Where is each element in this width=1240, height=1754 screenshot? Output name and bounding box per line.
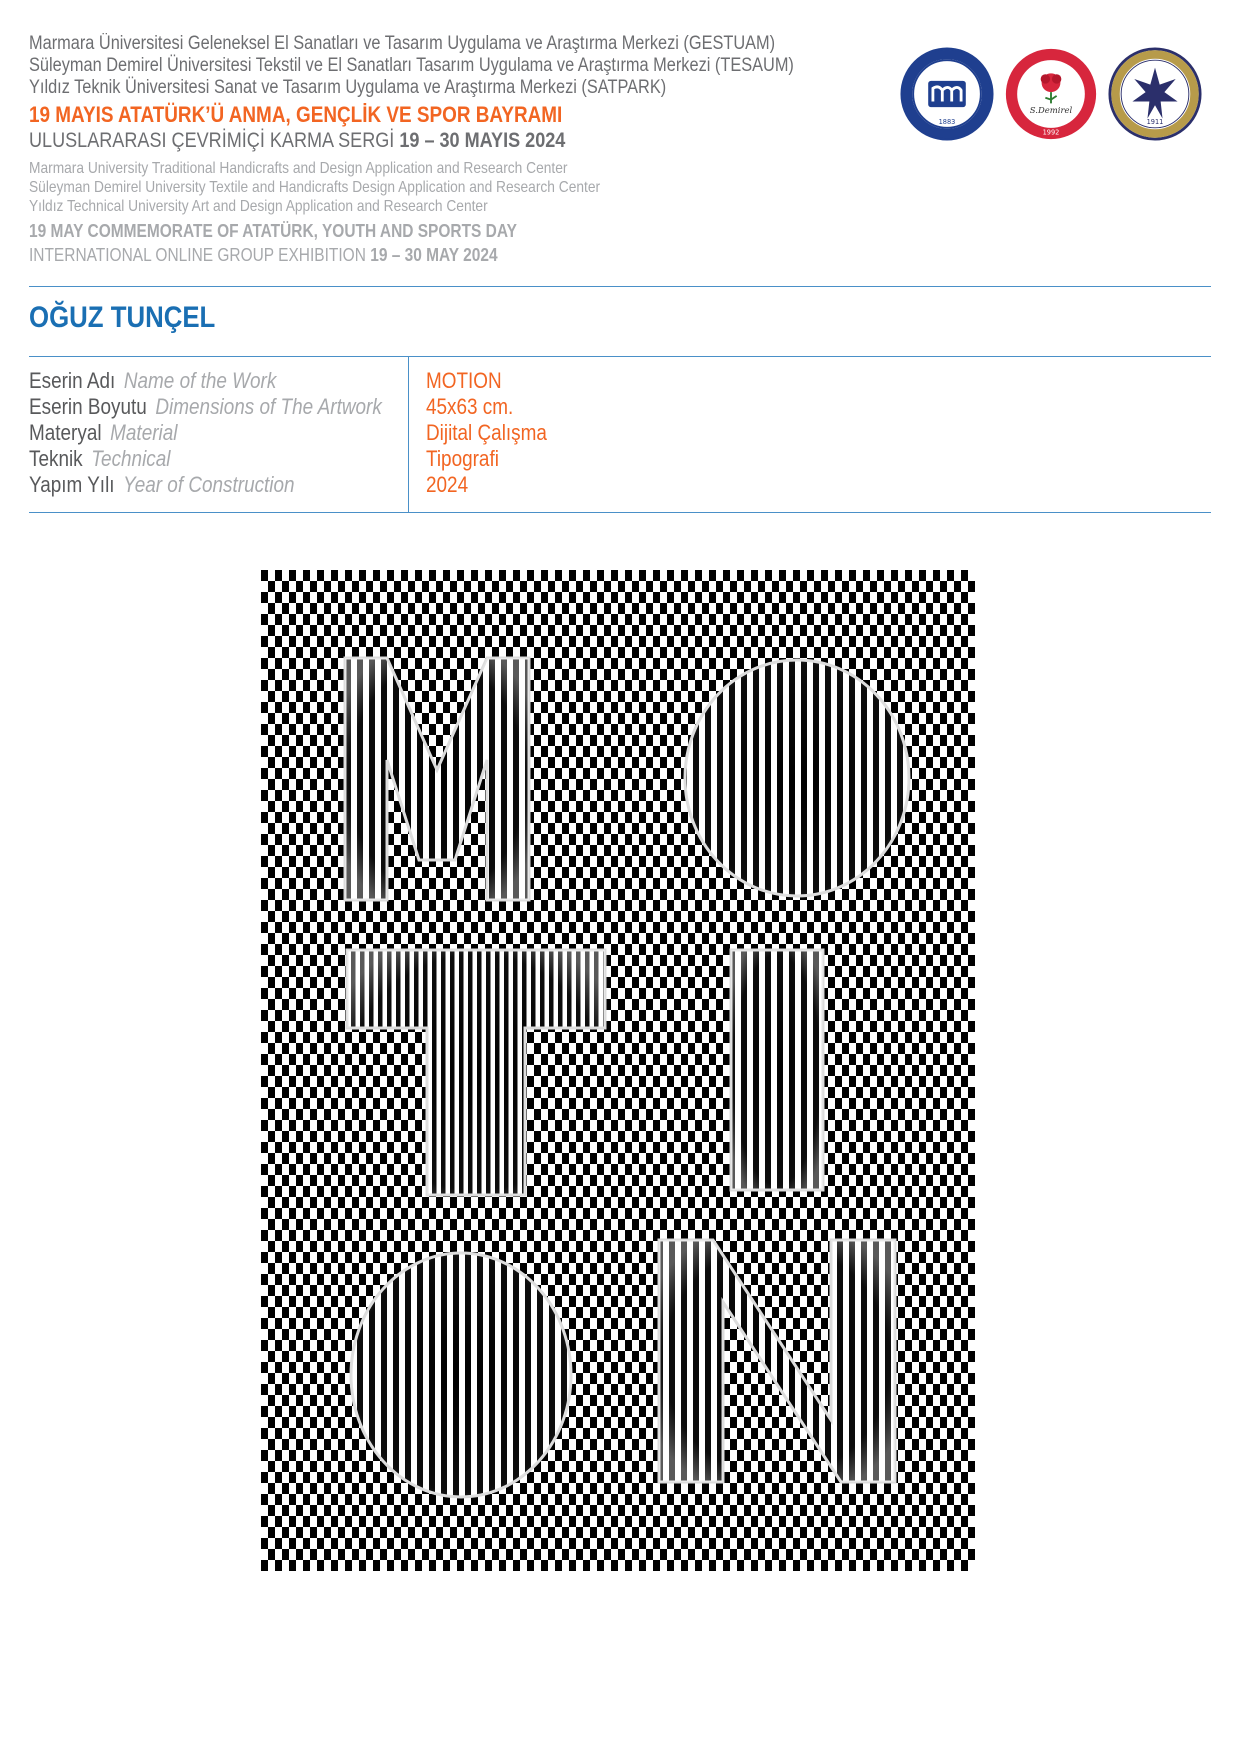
info-label-row [29,472,382,498]
header-en-title: 19 MAY COMMEMORATE OF ATATÜRK, YOUTH AND SPORTS DAY [29,221,517,241]
technique-value: Tipografi [426,446,499,471]
artwork-letter-o-top [685,660,909,896]
university-logos [900,47,1220,141]
label-en: Material [110,420,178,445]
header-divider [29,286,1211,287]
label-en: Technical [91,446,171,471]
label-tr: Eserin Adı [29,368,116,393]
marmara-seal-year: 1883 [938,118,956,127]
label-en: Year of Construction [123,472,295,497]
label-en: Name of the Work [123,368,277,393]
header-tr-subtitle: ULUSLARARASI ÇEVRİMİÇİ KARMA SERGİ [29,129,395,152]
header-en-line-3: Yıldız Technical University Art and Design Application and Research Center [29,198,488,215]
artist-divider [29,356,1211,357]
marmara-university-seal-icon [900,47,994,141]
info-label-row [29,446,382,472]
header-en-subtitle-line [29,243,794,267]
work-name-value: MOTION [426,368,502,393]
header-en-line-2: Süleyman Demirel University Textile and Handicrafts Design Application and Research Center [29,179,601,196]
info-labels-block [29,368,382,498]
label-en: Dimensions of The Artwork [155,394,382,419]
demirel-seal-signature: S.Demirel [1029,104,1073,115]
info-label-row [29,368,382,394]
header-en-line-1: Marmara University Traditional Handicrafts and Design Application and Research Center [29,160,568,177]
info-column-divider [408,357,409,512]
artist-name-text: OĞUZ TUNÇEL [29,301,216,334]
material-value: Dijital Çalışma [426,420,547,445]
artist-name [29,301,246,335]
label-tr: Yapım Yılı [29,472,115,497]
label-tr: Teknik [29,446,83,471]
suleyman-demirel-university-seal-icon [1004,47,1098,141]
header-en-subtitle: INTERNATIONAL ONLINE GROUP EXHIBITION [29,245,366,265]
header-tr-line-1: Marmara Üniversitesi Geleneksel El Sanatları ve Tasarım Uygulama ve Araştırma Merkezi (GESTUAM) [29,33,776,54]
info-divider [29,512,1211,513]
header-tr-title: 19 MAYIS ATATÜRK’Ü ANMA, GENÇLİK VE SPOR BAYRAMI [29,102,563,127]
dimensions-value: 45x63 cm. [426,394,514,419]
header-tr-subtitle-line [29,128,794,154]
year-value: 2024 [426,472,469,497]
demirel-seal-year: 1992 [1042,128,1060,137]
info-values [426,368,567,498]
header-en-dates: 19 – 30 MAY 2024 [370,245,498,265]
info-labels [29,368,439,498]
header-tr-dates: 19 – 30 MAYIS 2024 [399,129,566,152]
header-tr-line-3: Yıldız Teknik Üniversitesi Sanat ve Tasarım Uygulama ve Araştırma Merkezi (SATPARK) [29,77,667,98]
info-label-row [29,394,382,420]
header-tr-line-2: Süleyman Demirel Üniversitesi Tekstil ve El Sanatları Tasarım Uygulama ve Araştırma Merkezi (TESAUM) [29,55,794,76]
label-tr: Eserin Boyutu [29,394,147,419]
artwork-letter-o-bottom [351,1253,571,1497]
artwork-letter-i [731,950,823,1190]
info-values-block [426,368,547,498]
yildiz-seal-year: 1911 [1146,118,1164,127]
info-label-row [29,420,382,446]
header-text-block [29,33,794,267]
artwork-image [261,570,975,1571]
yildiz-technical-university-seal-icon [1108,47,1202,141]
header [29,33,889,267]
label-tr: Materyal [29,420,102,445]
